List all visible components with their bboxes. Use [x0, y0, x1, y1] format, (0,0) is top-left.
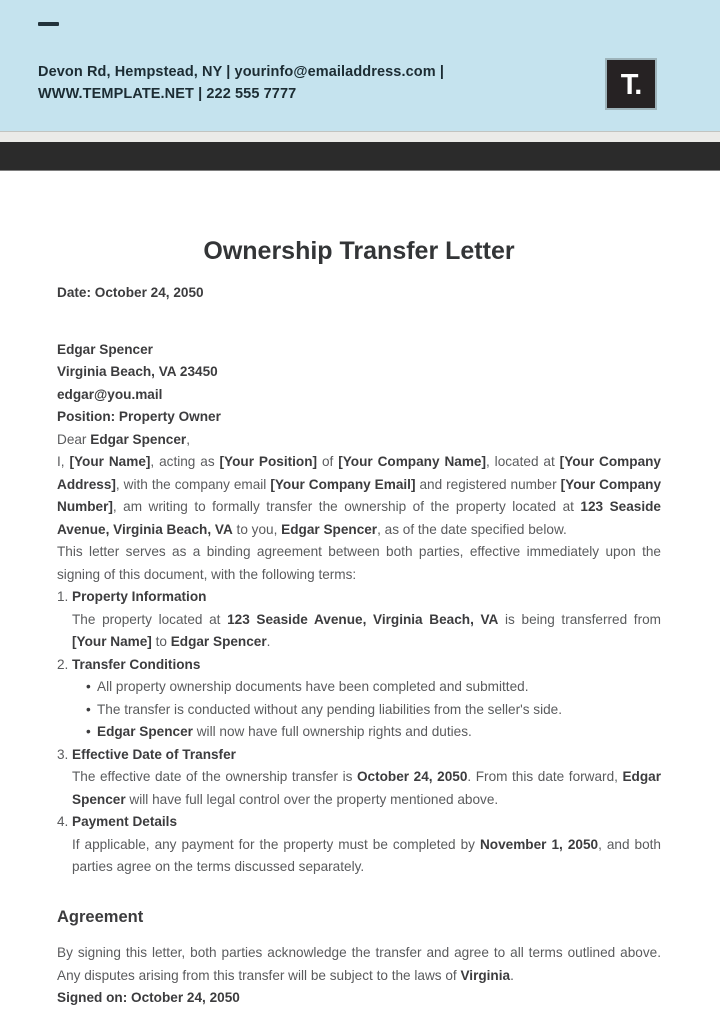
term-heading: Property Information: [72, 589, 207, 604]
recipient-line: edgar@you.mail: [57, 386, 163, 402]
bullet-item: [86, 721, 661, 744]
letterhead: [0, 0, 720, 131]
dash-icon: [38, 22, 59, 26]
bullet-icon: •: [86, 724, 91, 739]
signed-line: Signed on: October 24, 2050: [57, 990, 240, 1006]
term-body: The property located at 123 Seaside Avenue, Virginia Beach, VA is being transferred from [Your Name] to Edgar Spencer.: [72, 611, 661, 649]
template-logo: [605, 58, 657, 110]
term-number: 3.: [57, 746, 69, 762]
term-heading-row: [57, 586, 661, 609]
contact-line-2: WWW.TEMPLATE.NET | 222 555 7777: [38, 85, 297, 102]
template-logo-icon: T.: [620, 68, 642, 101]
term-heading: Effective Date of Transfer: [72, 746, 236, 762]
recipient-line: Position: Property Owner: [57, 409, 221, 424]
term-number: 2.: [57, 656, 69, 672]
term-heading-row: [57, 654, 661, 677]
bullet-icon: •: [86, 679, 91, 694]
bullet-item: [86, 676, 661, 699]
divider-band-light: [0, 131, 720, 142]
agreement-paragraph: By signing this letter, both parties acknowledge the transfer and agree to all terms outlined above. Any disputes arising from this transfer will be subject to the laws of Virginia.: [57, 945, 661, 983]
term-body: The effective date of the ownership transfer is October 24, 2050. From this date forward, Edgar Spencer will have full legal control over the property mentioned above.: [72, 769, 662, 807]
page-title: Ownership Transfer Letter: [203, 237, 515, 265]
term-number: 1.: [57, 589, 69, 604]
term-number: 4.: [57, 814, 69, 829]
term-body: If applicable, any payment for the property must be completed by November 1, 2050, and both parties agree on the terms discussed separately.: [72, 836, 661, 874]
agreement-heading: Agreement: [57, 907, 144, 926]
term-item: [57, 586, 661, 654]
terms-intro: This letter serves as a binding agreement between both parties, effective immediately upon the signing of this document, with the following terms:: [57, 544, 661, 582]
terms-list: [57, 586, 661, 879]
term-item: [57, 811, 661, 879]
term-heading-row: [57, 744, 661, 767]
salutation: Dear Edgar Spencer,: [57, 431, 190, 447]
bullet-text: The transfer is conducted without any pending liabilities from the seller's side.: [97, 701, 563, 717]
recipient-block: [57, 339, 661, 429]
letter-body: [0, 236, 720, 1010]
term-heading: Payment Details: [72, 814, 178, 829]
term-item: [57, 654, 661, 744]
bullet-item: [86, 699, 661, 722]
contact-info: [38, 62, 444, 105]
intro-paragraph: I, [Your Name], acting as [Your Position] of [Your Company Name], located at [Your Company Address], with the company email [Your Company Email] and registered number [Your Company Number], am writing to formally transfer the ownership of the property located at 123 Seaside Avenue, Virginia Beach, VA to you, Edgar Spencer, as of the date specified below.: [57, 454, 662, 537]
term-heading: Transfer Conditions: [72, 656, 201, 672]
date-line: Date: October 24, 2050: [57, 285, 204, 300]
recipient-line: Edgar Spencer: [57, 341, 153, 357]
term-item: [57, 744, 661, 812]
bullet-text: Edgar Spencer will now have full ownership rights and duties.: [97, 724, 472, 739]
term-heading-row: [57, 811, 661, 834]
recipient-line: Virginia Beach, VA 23450: [57, 364, 218, 379]
bullet-icon: •: [86, 701, 91, 717]
divider-band-dark: [0, 142, 720, 171]
contact-line-1: Devon Rd, Hempstead, NY | yourinfo@emailaddress.com |: [38, 64, 444, 80]
bullet-text: All property ownership documents have been completed and submitted.: [97, 679, 529, 694]
